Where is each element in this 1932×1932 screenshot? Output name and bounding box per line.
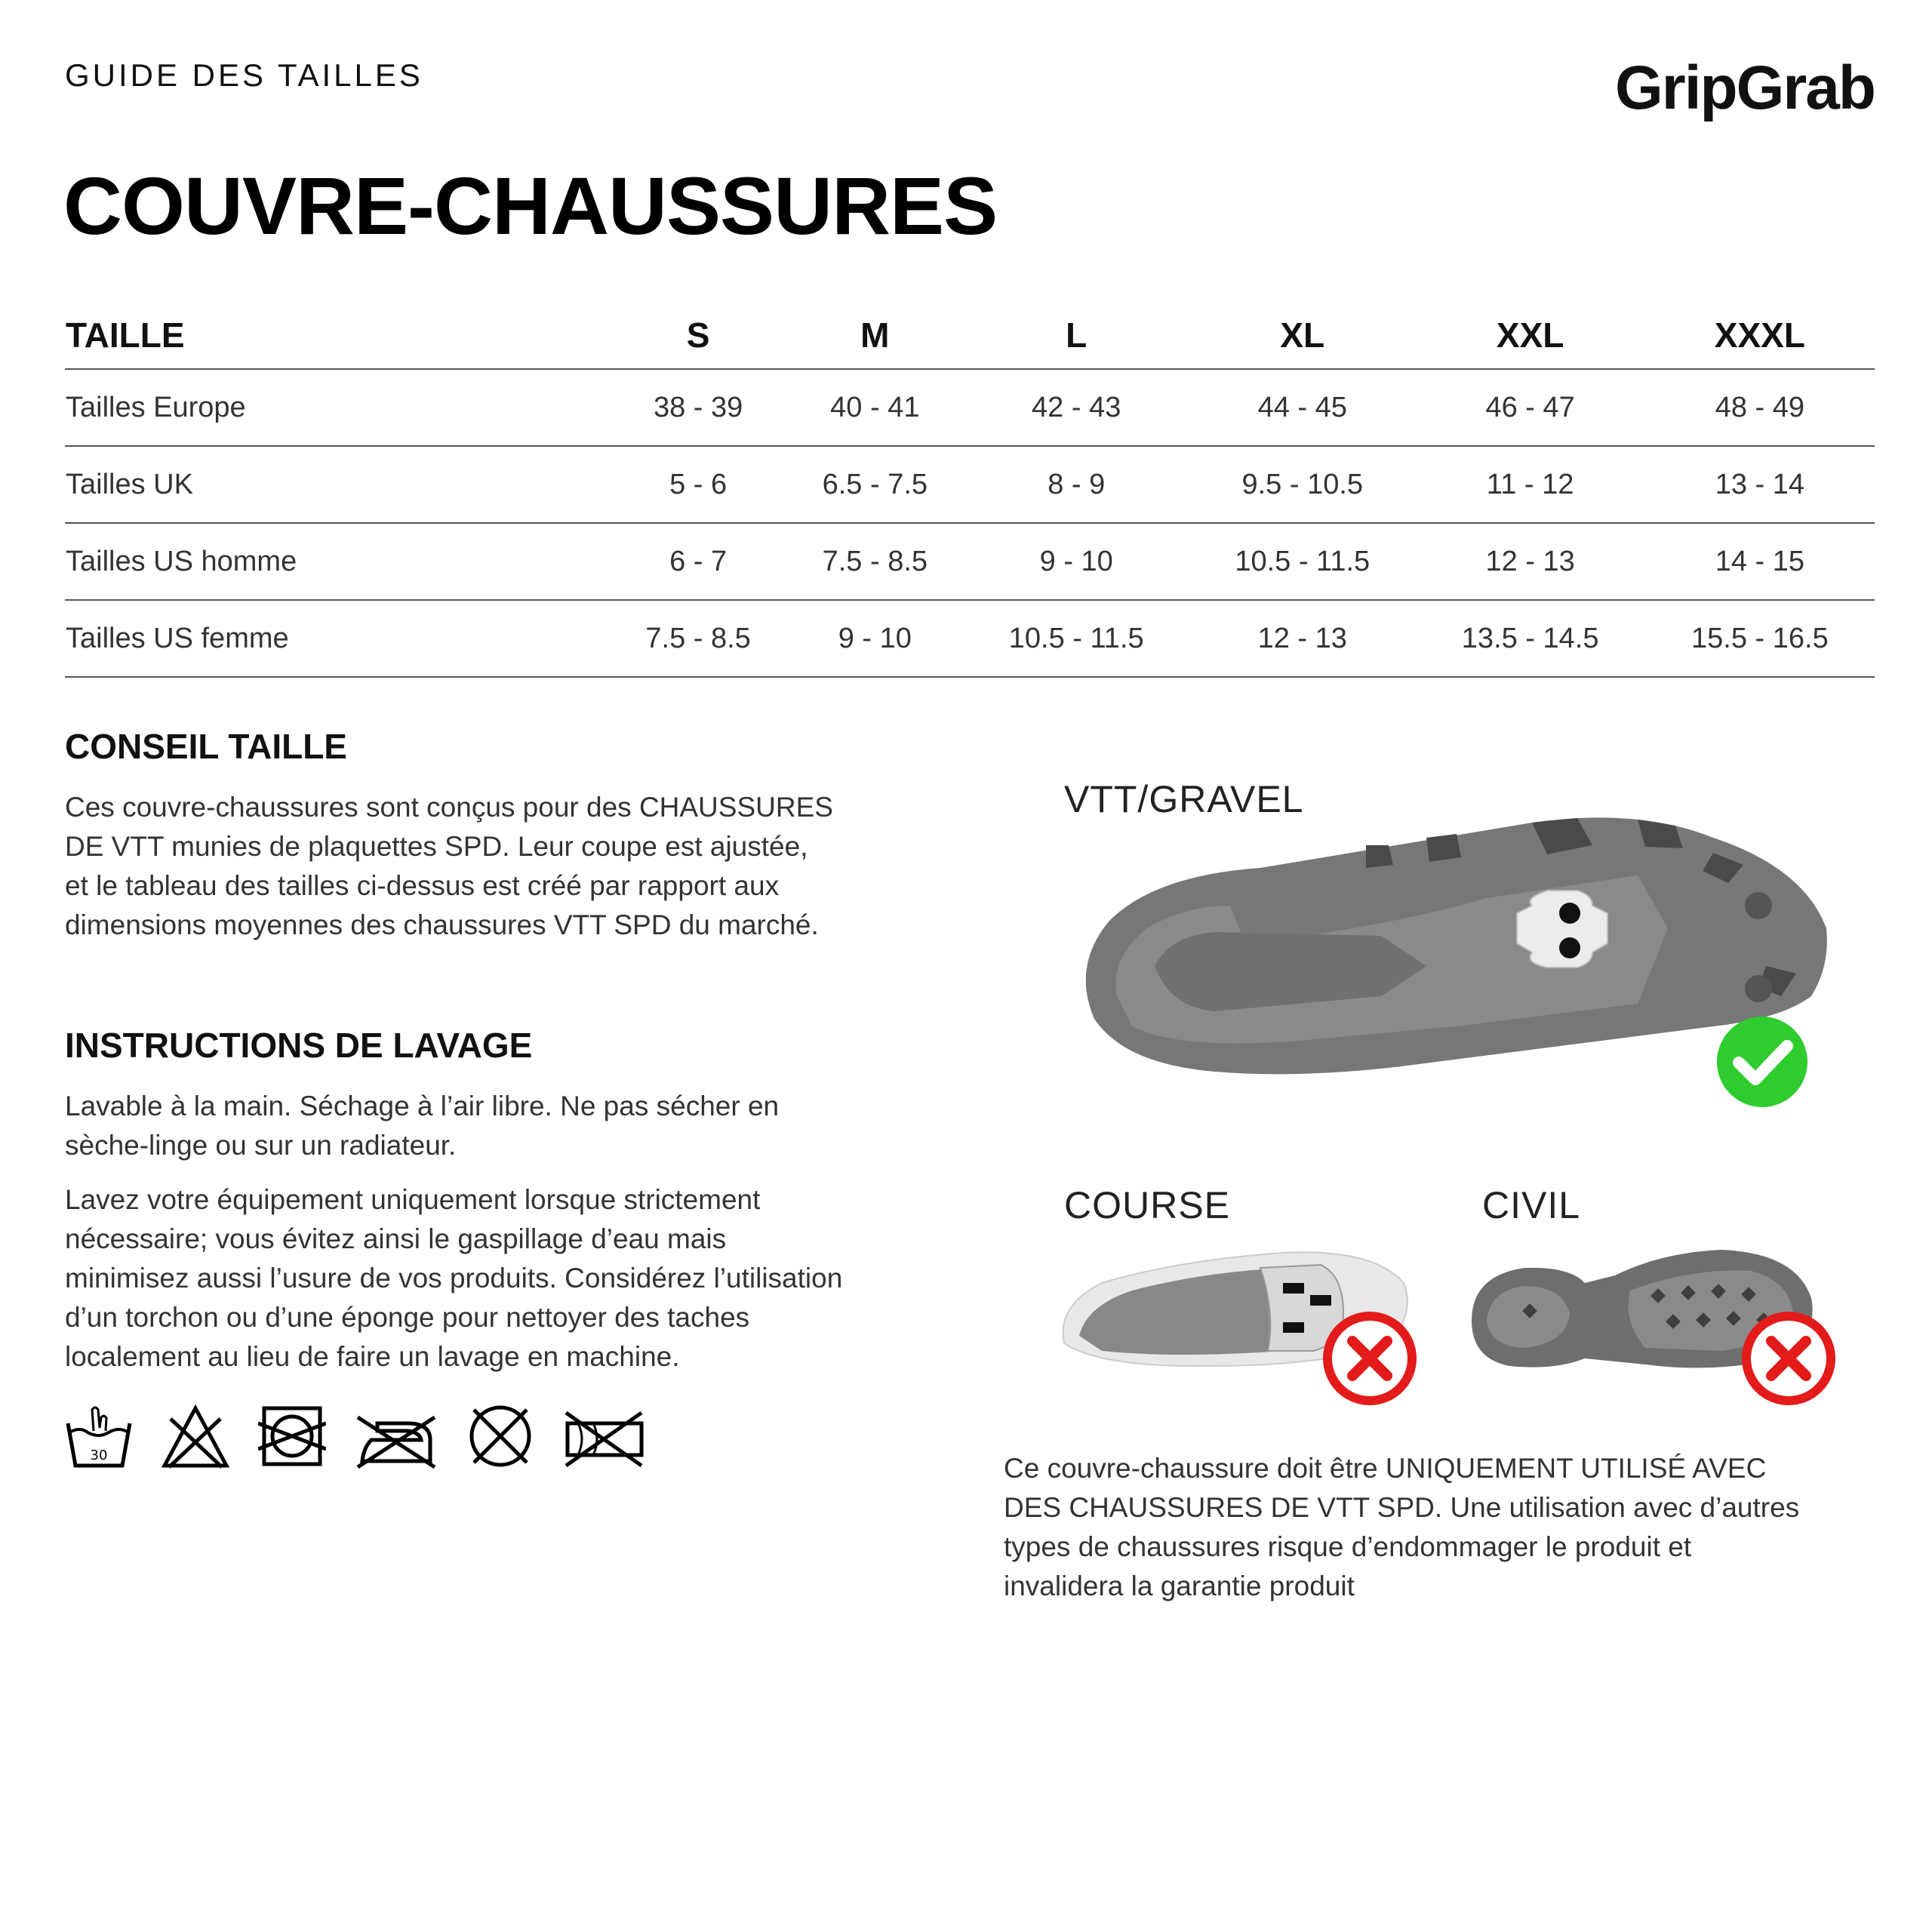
table-cell: 10.5 - 11.5 <box>1189 523 1416 600</box>
text-line: sèche-linge ou sur un radiateur. <box>65 1130 457 1161</box>
size-header-xxl: XXL <box>1416 302 1645 369</box>
text-line: dimensions moyennes des chaussures VTT SPD du marché. <box>65 909 819 940</box>
text-line: et le tableau des tailles ci-dessus est créé par rapport aux <box>65 870 780 901</box>
text-line: minimisez aussi l’usure de vos produits. Considérez l’utilisation <box>65 1263 843 1294</box>
text-line: d’un torchon ou d’une éponge pour nettoyer des taches <box>65 1302 750 1333</box>
table-cell: 42 - 43 <box>963 369 1189 446</box>
text-line: nécessaire; vous évitez ainsi le gaspillage d’eau mais <box>65 1223 727 1254</box>
no-iron-icon <box>355 1402 438 1470</box>
warning-note <box>1004 1449 1849 1606</box>
row-label: Tailles US homme <box>65 523 610 600</box>
text-line: localement au lieu de faire un lavage en machine. <box>65 1341 680 1372</box>
row-label: Tailles Europe <box>65 369 610 446</box>
table-cell: 6.5 - 7.5 <box>786 446 963 523</box>
text-line: types de chaussures risque d’endommager le produit et <box>1004 1531 1692 1562</box>
table-cell: 8 - 9 <box>963 446 1189 523</box>
no-bleach-icon <box>162 1402 229 1470</box>
table-cell: 14 - 15 <box>1645 523 1875 600</box>
no-dry-clean-icon <box>466 1402 534 1470</box>
table-cell: 9.5 - 10.5 <box>1189 446 1416 523</box>
casual-label: CIVIL <box>1482 1184 1581 1226</box>
size-header-l: L <box>963 302 1189 369</box>
text-line: Lavable à la main. Séchage à l’air libre. Ne pas sécher en <box>65 1091 780 1121</box>
table-cell: 48 - 49 <box>1645 369 1875 446</box>
brand-logo: GripGrab <box>1615 54 1875 122</box>
no-tumble-dry-icon <box>258 1402 326 1470</box>
table-row <box>65 523 1875 600</box>
table-cell: 40 - 41 <box>786 369 963 446</box>
road-label: COURSE <box>1064 1184 1230 1226</box>
cross-icon <box>1321 1309 1419 1407</box>
table-cell: 11 - 12 <box>1416 446 1645 523</box>
washing-text-1 <box>65 1087 940 1165</box>
size-table <box>65 302 1875 678</box>
table-cell: 12 - 13 <box>1189 600 1416 677</box>
washing-heading: INSTRUCTIONS DE LAVAGE <box>65 1026 533 1065</box>
table-row <box>65 446 1875 523</box>
table-cell: 46 - 47 <box>1416 369 1645 446</box>
table-cell: 38 - 39 <box>610 369 786 446</box>
size-header-xl: XL <box>1189 302 1416 369</box>
table-cell: 9 - 10 <box>786 600 963 677</box>
page-title: COUVRE-CHAUSSURES <box>63 160 998 251</box>
size-header-xxxl: XXXL <box>1645 302 1875 369</box>
cross-icon <box>1740 1309 1838 1407</box>
sizing-advice-heading: CONSEIL TAILLE <box>65 727 347 766</box>
size-header-label: TAILLE <box>65 302 610 369</box>
text-line: Ce couvre-chaussure doit être UNIQUEMENT UTILISÉ AVEC <box>1004 1453 1767 1484</box>
table-row <box>65 369 1875 446</box>
washing-text-2 <box>65 1180 955 1377</box>
text-line: Lavez votre équipement uniquement lorsque strictement <box>65 1184 761 1215</box>
guide-eyebrow: GUIDE DES TAILLES <box>65 57 423 93</box>
sizing-advice-text <box>65 788 940 945</box>
row-label: Tailles US femme <box>65 600 610 677</box>
no-radiator-dry-icon <box>563 1402 646 1470</box>
table-cell: 12 - 13 <box>1416 523 1645 600</box>
table-cell: 13.5 - 14.5 <box>1416 600 1645 677</box>
table-cell: 44 - 45 <box>1189 369 1416 446</box>
table-row <box>65 600 1875 677</box>
row-label: Tailles UK <box>65 446 610 523</box>
table-cell: 13 - 14 <box>1645 446 1875 523</box>
hand-wash-30-icon <box>65 1402 133 1470</box>
size-header-s: S <box>610 302 786 369</box>
text-line: Ces couvre-chaussures sont conçus pour des CHAUSSURES <box>65 792 833 823</box>
table-cell: 9 - 10 <box>963 523 1189 600</box>
size-table-header-row <box>65 302 1875 369</box>
check-icon <box>1713 1013 1811 1111</box>
table-cell: 15.5 - 16.5 <box>1645 600 1875 677</box>
table-cell: 5 - 6 <box>610 446 786 523</box>
table-cell: 6 - 7 <box>610 523 786 600</box>
mtb-label: VTT/GRAVEL <box>1064 778 1304 820</box>
text-line: DE VTT munies de plaquettes SPD. Leur coupe est ajustée, <box>65 831 808 862</box>
text-line: invalidera la garantie produit <box>1004 1571 1355 1601</box>
size-header-m: M <box>786 302 963 369</box>
hand-wash-temp: 30 <box>90 1447 108 1463</box>
table-cell: 7.5 - 8.5 <box>786 523 963 600</box>
table-cell: 10.5 - 11.5 <box>963 600 1189 677</box>
care-icons <box>65 1402 646 1470</box>
text-line: DES CHAUSSURES DE VTT SPD. Une utilisation avec d’autres <box>1004 1492 1800 1523</box>
table-cell: 7.5 - 8.5 <box>610 600 786 677</box>
